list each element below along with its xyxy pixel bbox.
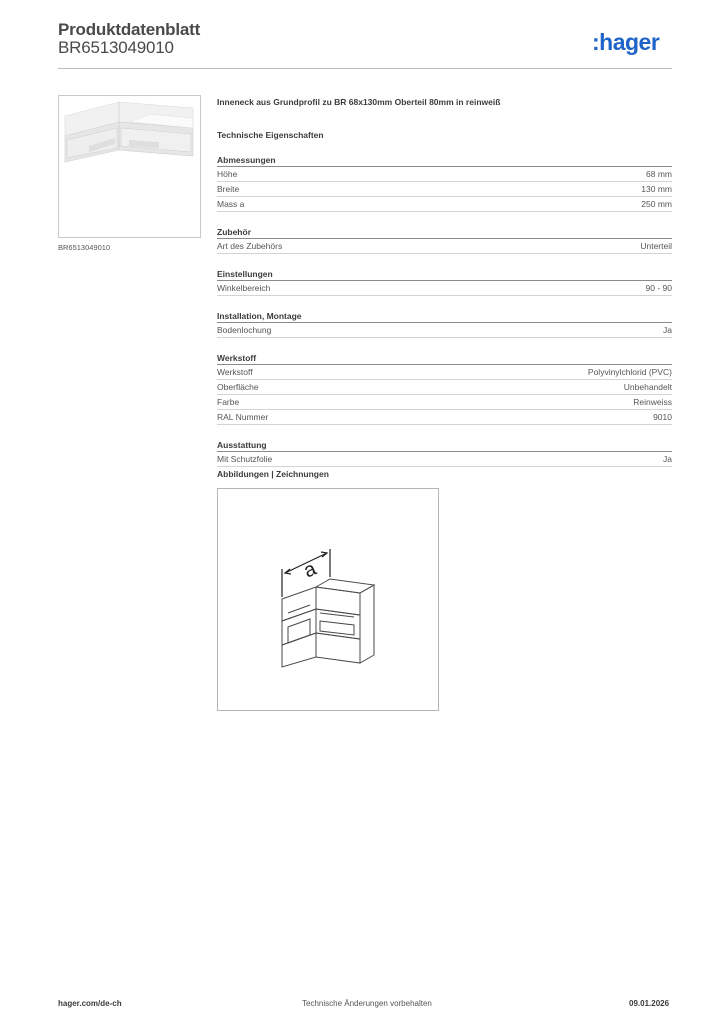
product-image-caption: BR6513049010 [58,243,111,252]
property-row [217,380,672,395]
technical-drawing [217,488,439,711]
product-details [217,95,672,467]
product-description: Inneneck aus Grundprofil zu BR 68x130mm Oberteil 80mm in reinweiß [217,97,501,107]
section-title: Ausstattung [217,439,672,452]
property-section [217,154,672,212]
property-value: Ja [663,454,672,464]
section-title: Werkstoff [217,352,672,365]
section-title: Abmessungen [217,154,672,167]
footer-disclaimer: Technische Änderungen vorbehalten [302,999,432,1008]
property-label: RAL Nummer [217,412,269,422]
property-label: Mass a [217,199,245,209]
property-value: Unbehandelt [623,382,672,392]
property-label: Oberfläche [217,382,259,392]
property-value: 9010 [653,412,672,422]
property-label: Mit Schutzfolie [217,454,273,464]
property-row [217,323,672,338]
product-image [58,95,201,238]
section-title: Einstellungen [217,268,672,281]
property-value: 130 mm [641,184,672,194]
property-section [217,268,672,296]
property-row [217,410,672,425]
property-section [217,352,672,425]
property-label: Art des Zubehörs [217,241,283,251]
property-row [217,395,672,410]
property-label: Winkelbereich [217,283,271,293]
page-title: Produktdatenblatt [58,20,201,39]
property-value: Polyvinylchlorid (PVC) [587,367,672,377]
property-value: Unterteil [640,241,672,251]
property-label: Bodenlochung [217,325,272,335]
property-label: Werkstoff [217,367,253,377]
property-row [217,167,672,182]
property-row [217,452,672,467]
technical-properties-heading: Technische Eigenschaften [217,130,324,140]
property-section [217,310,672,338]
corner-drawing-illustration [218,489,438,710]
property-label: Farbe [217,397,240,407]
article-number: BR6513049010 [58,38,174,57]
property-row [217,365,672,380]
property-label: Höhe [217,169,238,179]
hager-logo: :hager [592,29,660,55]
section-title: Installation, Montage [217,310,672,323]
footer-date: 09.01.2026 [629,999,670,1008]
property-value: Reinweiss [633,397,672,407]
footer-website[interactable]: hager.com/de-ch [58,999,122,1008]
property-value: 90 - 90 [645,283,672,293]
property-row [217,197,672,212]
dimension-label: a [300,557,320,583]
property-section [217,226,672,254]
property-value: Ja [663,325,672,335]
property-row [217,281,672,296]
property-value: 68 mm [646,169,672,179]
drawings-heading: Abbildungen | Zeichnungen [217,469,329,479]
property-row [217,239,672,254]
header-divider [58,68,672,69]
property-sections [217,154,672,467]
product-photo-illustration [59,96,200,237]
property-label: Breite [217,184,240,194]
section-title: Zubehör [217,226,672,239]
property-section [217,439,672,467]
property-value: 250 mm [641,199,672,209]
property-row [217,182,672,197]
